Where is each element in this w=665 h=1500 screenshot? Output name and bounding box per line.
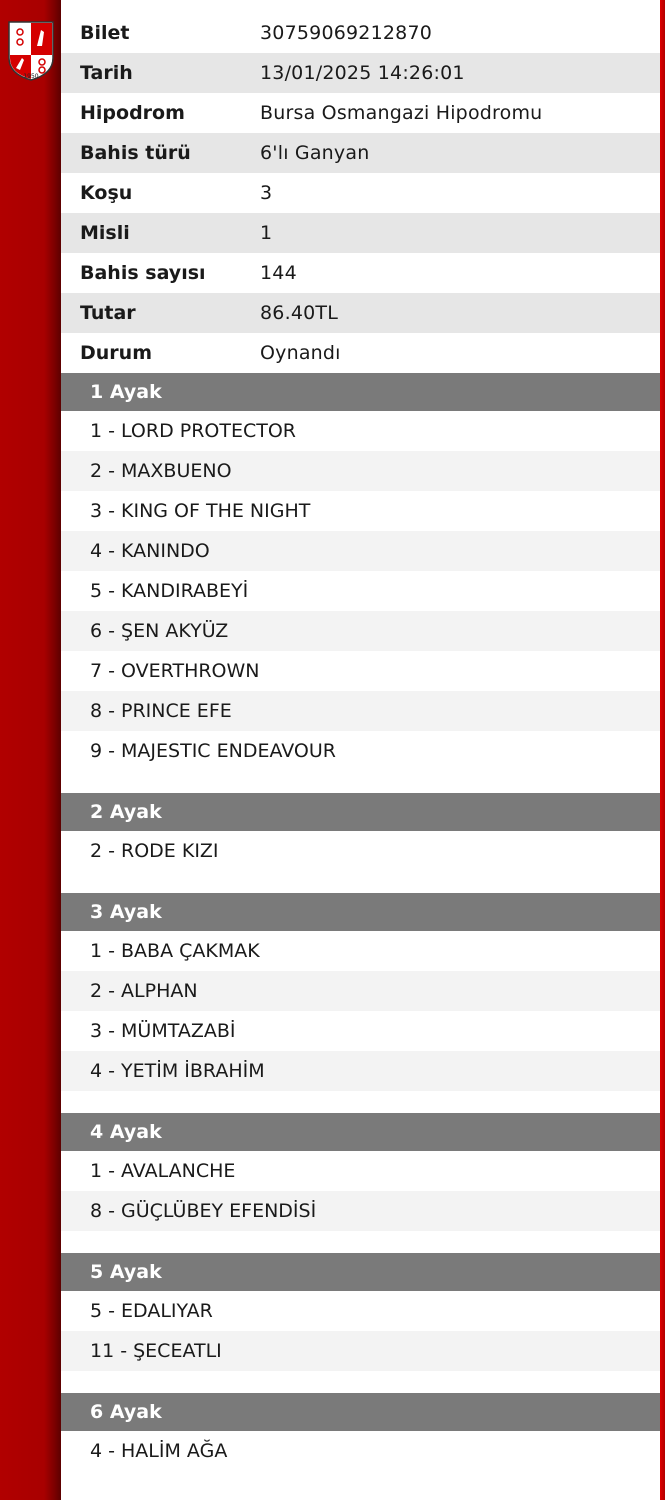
info-value: Bursa Osmangazi Hipodromu: [260, 102, 543, 124]
leg-header: 1 Ayak: [61, 373, 660, 411]
leg-header: 3 Ayak: [61, 893, 660, 931]
runner-row: 8 - PRINCE EFE: [61, 691, 660, 731]
runner-row: 2 - ALPHAN: [61, 971, 660, 1011]
leg-header: 5 Ayak: [61, 1253, 660, 1291]
info-value: 86.40TL: [260, 302, 338, 324]
svg-text:1950: 1950: [23, 73, 39, 80]
leg-header: 2 Ayak: [61, 793, 660, 831]
legs-list: [61, 373, 660, 1471]
leg-gap: [61, 871, 660, 893]
right-red-edge: [660, 0, 665, 1500]
leg-header: 6 Ayak: [61, 1393, 660, 1431]
runner-row: 7 - OVERTHROWN: [90, 660, 260, 682]
runner-row: 4 - KANINDO: [61, 531, 660, 571]
ticket-info-table: [61, 13, 660, 373]
ticket-detail-panel: [61, 0, 660, 1500]
runner-row: 8 - GÜÇLÜBEY EFENDİSİ: [61, 1191, 660, 1231]
info-label: Durum: [80, 342, 152, 364]
runner-row: 2 - MAXBUENO: [61, 451, 660, 491]
info-value: 3: [260, 182, 273, 204]
runner-row: 4 - YETİM İBRAHİM: [61, 1051, 660, 1091]
runner-row: 3 - MÜMTAZABİ: [90, 1020, 236, 1042]
runner-row: 5 - EDALIYAR: [90, 1300, 213, 1322]
left-red-rail: [0, 0, 61, 1500]
info-row: [61, 253, 660, 293]
info-value: 30759069212870: [260, 22, 433, 44]
runner-row: 3 - KING OF THE NIGHT: [90, 500, 311, 522]
info-row: [61, 93, 660, 133]
leg-gap: [61, 1371, 660, 1393]
runner-row: 1 - LORD PROTECTOR: [90, 420, 297, 442]
runner-row: 2 - RODE KIZI: [90, 840, 219, 862]
runner-row: 11 - ŞECEATLI: [61, 1331, 660, 1371]
runner-row: 6 - ŞEN AKYÜZ: [61, 611, 660, 651]
info-value: 13/01/2025 14:26:01: [260, 62, 465, 84]
info-label: Koşu: [80, 182, 133, 204]
info-row: [61, 173, 660, 213]
info-value: 1: [260, 222, 273, 244]
info-label: Bahis sayısı: [80, 262, 206, 284]
runner-row: 1 - BABA ÇAKMAK: [90, 940, 260, 962]
leg-gap: [61, 1091, 660, 1113]
info-row: [61, 133, 660, 173]
runner-row: 9 - MAJESTIC ENDEAVOUR: [90, 740, 336, 762]
runner-row: 5 - KANDIRABEYİ: [90, 580, 249, 602]
info-label: Tutar: [80, 302, 136, 324]
leg-header: 4 Ayak: [61, 1113, 660, 1151]
club-shield-logo: [6, 18, 56, 82]
info-label: Tarih: [80, 62, 133, 84]
info-label: Hipodrom: [80, 102, 185, 124]
info-value: 6'lı Ganyan: [260, 142, 370, 164]
leg-gap: [61, 1231, 660, 1253]
info-value: 144: [260, 262, 297, 284]
info-row: [61, 293, 660, 333]
leg-gap: [61, 771, 660, 793]
info-row: [61, 13, 660, 53]
info-row: [61, 53, 660, 93]
runner-row: 4 - HALİM AĞA: [90, 1440, 228, 1462]
info-row: [61, 213, 660, 253]
info-row: [61, 333, 660, 373]
info-label: Misli: [80, 222, 130, 244]
info-label: Bilet: [80, 22, 130, 44]
info-label: Bahis türü: [80, 142, 191, 164]
runner-row: 1 - AVALANCHE: [90, 1160, 236, 1182]
info-value: Oynandı: [260, 342, 341, 364]
